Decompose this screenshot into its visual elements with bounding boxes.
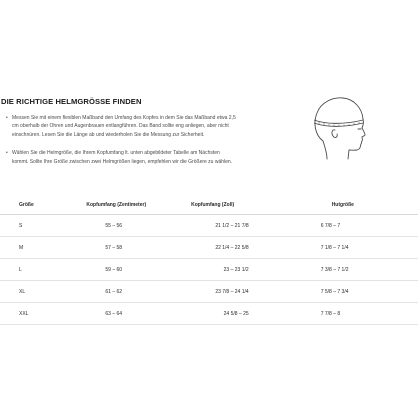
instruction-text: Messen Sie mit einem flexiblen Maßband den Umfang des Kopfes in dem Sie das Maßband etwa 2,5 cm oberhalb der Ohren und Augenbrauen entlangführen. Das Band sollte eng anliegen, aber nicht einschnüren. Lesen Sie die Länge ab und wiederholen Sie die Messung zur Sicherheit. — [12, 115, 236, 138]
cell-hat: 7 7/8 – 8 — [261, 303, 418, 325]
cell-inch: 23 – 23 1/2 — [165, 259, 261, 281]
instruction-list — [6, 114, 306, 176]
bullet-icon: • — [6, 150, 8, 157]
cell-cm: 59 – 60 — [46, 259, 164, 281]
cell-size: XL — [0, 281, 46, 303]
bullet-icon: • — [6, 115, 8, 121]
cell-inch: 21 1/2 – 21 7/8 — [165, 215, 261, 237]
header-hat-size: Hutgröße — [261, 195, 418, 215]
cell-size: XXL — [0, 303, 46, 325]
head-measuring-tape-icon — [305, 93, 367, 161]
size-table — [0, 195, 418, 325]
table-header-row — [0, 195, 418, 215]
cell-cm: 57 – 58 — [46, 237, 164, 259]
header-head-cm: Kopfumfang (Zentimeter) — [46, 195, 164, 215]
instruction-item — [6, 149, 306, 166]
table-row — [0, 215, 418, 237]
page-title: DIE RICHTIGE HELMGRÖSSE FINDEN — [1, 97, 142, 106]
table-row — [0, 303, 418, 325]
cell-inch: 23 7/8 – 24 1/4 — [165, 281, 261, 303]
table-row — [0, 237, 418, 259]
cell-hat: 7 1/8 – 7 1/4 — [261, 237, 418, 259]
instruction-text: Wählen Sie die Helmgröße, die Ihrem Kopfumfang lt. unten abgebildeter Tabelle am Nächsten kommt. Sollte Ihre Größe zwischen zwei Helmgrößen liegen, empfehlen wir die Größere zu wählen. — [12, 150, 233, 165]
cell-hat: 7 5/8 – 7 3/4 — [261, 281, 418, 303]
instruction-item — [6, 114, 306, 139]
cell-size: L — [0, 259, 46, 281]
cell-hat: 6 7/8 – 7 — [261, 215, 418, 237]
cell-size: M — [0, 237, 46, 259]
cell-hat: 7 3/8 – 7 1/2 — [261, 259, 418, 281]
cell-inch: 22 1/4 – 22 5/8 — [165, 237, 261, 259]
cell-inch: 24 5/8 – 25 — [165, 303, 261, 325]
cell-size: S — [0, 215, 46, 237]
cell-cm: 55 – 56 — [46, 215, 164, 237]
table-row — [0, 281, 418, 303]
header-size: Größe — [0, 195, 46, 215]
table-row — [0, 259, 418, 281]
cell-cm: 63 – 64 — [46, 303, 164, 325]
cell-cm: 61 – 62 — [46, 281, 164, 303]
header-head-inch: Kopfumfang (Zoll) — [165, 195, 261, 215]
